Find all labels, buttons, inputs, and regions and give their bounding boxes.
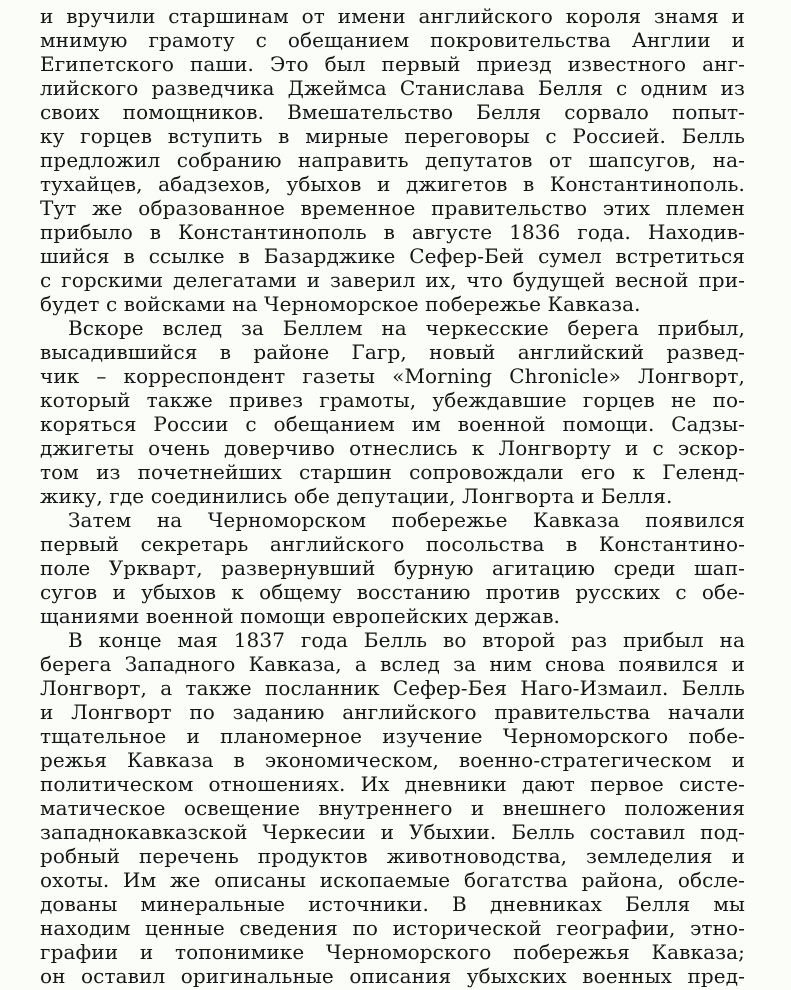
page-text [40,4,745,988]
text-line: чик – корреспондент газеты «Morning Chronicle» Лонгворт, [40,364,745,388]
text-line: шийся в ссылке в Базарджике Сефер-Бей сумел встретиться [40,244,745,268]
text-line: он оставил оригинальные описания убыхских военных пред- [40,964,745,988]
text-line: Египетского паши. Это был первый приезд известного анг- [40,52,745,76]
text-line: робный перечень продуктов животноводства, земледелия и [40,844,745,868]
text-line: джигеты очень доверчиво отнеслись к Лонгворту и с эскор- [40,436,745,460]
text-line: жику, где соединились обе депутации, Лонгворта и Белля. [40,484,673,508]
text-line: тухайцев, абадзехов, убыхов и джигетов в Константинополь. [40,172,745,196]
text-line: своих помощников. Вмешательство Белля сорвало попыт- [40,100,745,124]
paragraph [40,628,745,988]
text-line: мнимую грамоту с обещанием покровительства Англии и [40,28,745,52]
text-line: и вручили старшинам от имени английского короля знамя и [40,4,745,28]
text-line: лийского разведчика Джеймса Станислава Белля с одним из [40,76,745,100]
text-line: политическом отношениях. Их дневники дают первое систе- [40,772,745,796]
paragraph [40,508,745,628]
text-line: берега Западного Кавказа, а вслед за ним снова появился и [40,652,745,676]
text-line: ку горцев вступить в мирные переговоры с Россией. Белль [40,124,745,148]
text-line: режья Кавказа в экономическом, военно-стратегическом и [40,748,745,772]
text-line: предложил собранию направить депутатов от шапсугов, на- [40,148,745,172]
text-line: который также привез грамоты, убеждавшие горцев не по- [40,388,745,412]
text-line: щаниями военной помощи европейских держав. [40,604,561,628]
paragraph [40,4,745,316]
text-line: будет с войсками на Черноморское побережье Кавказа. [40,292,641,316]
text-line: графии и топонимике Черноморского побережья Кавказа; [40,940,745,964]
text-line: тщательное и планомерное изучение Черноморского побе- [40,724,745,748]
text-line: дованы минеральные источники. В дневниках Белля мы [40,892,745,916]
text-line: Тут же образованное временное правительство этих племен [40,196,745,220]
text-line: охоты. Им же описаны ископаемые богатства района, обсле- [40,868,745,892]
text-line: В конце мая 1837 года Белль во второй раз прибыл на [68,628,745,652]
text-line: Лонгворт, а также посланник Сефер-Бея Наго-Измаил. Белль [40,676,745,700]
text-line: поле Уркварт, развернувший бурную агитацию среди шап- [40,556,745,580]
text-line: Затем на Черноморском побережье Кавказа появился [68,508,745,532]
text-line: западнокавказской Черкесии и Убыхии. Белль составил под- [40,820,745,844]
text-line: находим ценные сведения по исторической географии, этно- [40,916,745,940]
text-line: Вскоре вслед за Беллем на черкесские берега прибыл, [68,316,745,340]
text-line: высадившийся в районе Гагр, новый английский развед- [40,340,745,364]
text-line: первый секретарь английского посольства в Константино- [40,532,745,556]
text-line: матическое освещение внутреннего и внешнего положения [40,796,745,820]
paragraph [40,316,745,508]
text-line: с горскими делегатами и заверил их, что будущей весной при- [40,268,745,292]
text-line: сугов и убыхов к общему восстанию против русских с обе- [40,580,745,604]
text-line: том из почетнейших старшин сопровождали его к Геленд- [40,460,745,484]
text-line: коряться России с обещанием им военной помощи. Садзы- [40,412,745,436]
text-line: прибыло в Константинополь в августе 1836 года. Находив- [40,220,745,244]
text-line: и Лонгворт по заданию английского правительства начали [40,700,745,724]
